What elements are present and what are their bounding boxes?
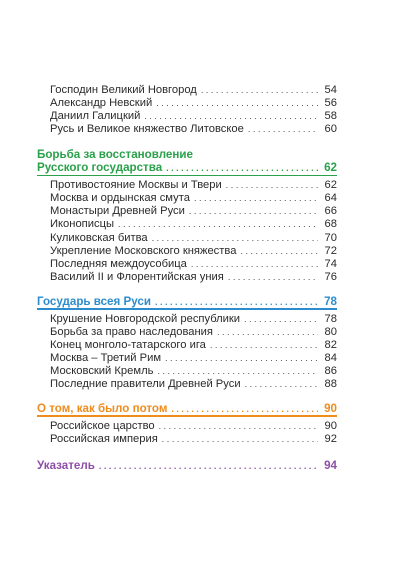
- toc-entry[interactable]: Последняя междоусобица . . . 74: [37, 258, 337, 271]
- page-number: 60: [324, 123, 337, 136]
- page-number: 82: [324, 338, 337, 351]
- section-heading[interactable]: Русского государства . . . 62: [37, 161, 337, 174]
- page-number: 88: [324, 378, 337, 391]
- toc-entry[interactable]: Конец монголо-татарского ига . . . 82: [37, 339, 337, 352]
- section-heading[interactable]: Указатель . . . 94: [37, 459, 337, 472]
- section-sovereign: [37, 295, 337, 391]
- toc-entry[interactable]: Монастыри Древней Руси . . . 66: [37, 205, 337, 218]
- page-number: 74: [324, 257, 337, 270]
- page-number: 70: [324, 231, 337, 244]
- toc-entry[interactable]: Александр Невский . . . 56: [37, 97, 337, 110]
- intro-list: [37, 84, 337, 136]
- toc-entry[interactable]: Москва и ордынская смута . . . 64: [37, 192, 337, 205]
- table-of-contents: [37, 84, 337, 472]
- section-afterwards: [37, 402, 337, 446]
- page-number: 76: [324, 270, 337, 283]
- page-number: 66: [324, 205, 337, 218]
- page-number: 54: [324, 84, 337, 96]
- toc-entry[interactable]: Русь и Великое княжество Литовское . . . 60: [37, 123, 337, 136]
- page-number: 90: [324, 402, 337, 416]
- page-number: 58: [324, 110, 337, 123]
- page-number: 78: [324, 294, 337, 308]
- page-number: 80: [324, 325, 337, 338]
- toc-entry[interactable]: Российская империя . . . 92: [37, 433, 337, 446]
- page-number: 68: [324, 218, 337, 231]
- page-number: 78: [324, 312, 337, 325]
- section-index: [37, 459, 337, 472]
- toc-entry[interactable]: Крушение Новгородской республики . . . 78: [37, 313, 337, 326]
- page-number: 62: [324, 161, 337, 175]
- section-heading[interactable]: О том, как было потом . . . 90: [37, 402, 337, 415]
- toc-entry[interactable]: Последние правители Древней Руси . . . 88: [37, 378, 337, 391]
- toc-entry[interactable]: Борьба за право наследования . . . 80: [37, 326, 337, 339]
- page-number: 86: [324, 364, 337, 377]
- page-number: 72: [324, 244, 337, 257]
- toc-entry[interactable]: Василий II и Флорентийская уния . . . 76: [37, 271, 337, 284]
- toc-entry[interactable]: Укрепление Московского княжества . . . 72: [37, 245, 337, 258]
- toc-entry[interactable]: Москва – Третий Рим . . . 84: [37, 352, 337, 365]
- page-number: 90: [324, 419, 337, 432]
- toc-entry[interactable]: Иконописцы . . . 68: [37, 218, 337, 231]
- page-number: 64: [324, 192, 337, 205]
- toc-entry[interactable]: Даниил Галицкий . . . 58: [37, 110, 337, 123]
- page-number: 92: [324, 432, 337, 445]
- toc-entry[interactable]: Господин Великий Новгород . . . 54: [37, 84, 337, 97]
- toc-entry[interactable]: Российское царство . . . 90: [37, 420, 337, 433]
- toc-entry[interactable]: Куликовская битва . . . 70: [37, 232, 337, 245]
- page-number: 56: [324, 97, 337, 110]
- page-number: 62: [324, 179, 337, 192]
- section-russian-state: [37, 148, 337, 284]
- toc-entry[interactable]: Московский Кремль . . . 86: [37, 365, 337, 378]
- page-number: 84: [324, 351, 337, 364]
- section-heading[interactable]: Государь всея Руси . . . 78: [37, 295, 337, 308]
- toc-entry[interactable]: Противостояние Москвы и Твери . . . 62: [37, 179, 337, 192]
- page-number: 94: [324, 459, 337, 473]
- section-heading-line1[interactable]: Борьба за восстановление: [37, 148, 193, 162]
